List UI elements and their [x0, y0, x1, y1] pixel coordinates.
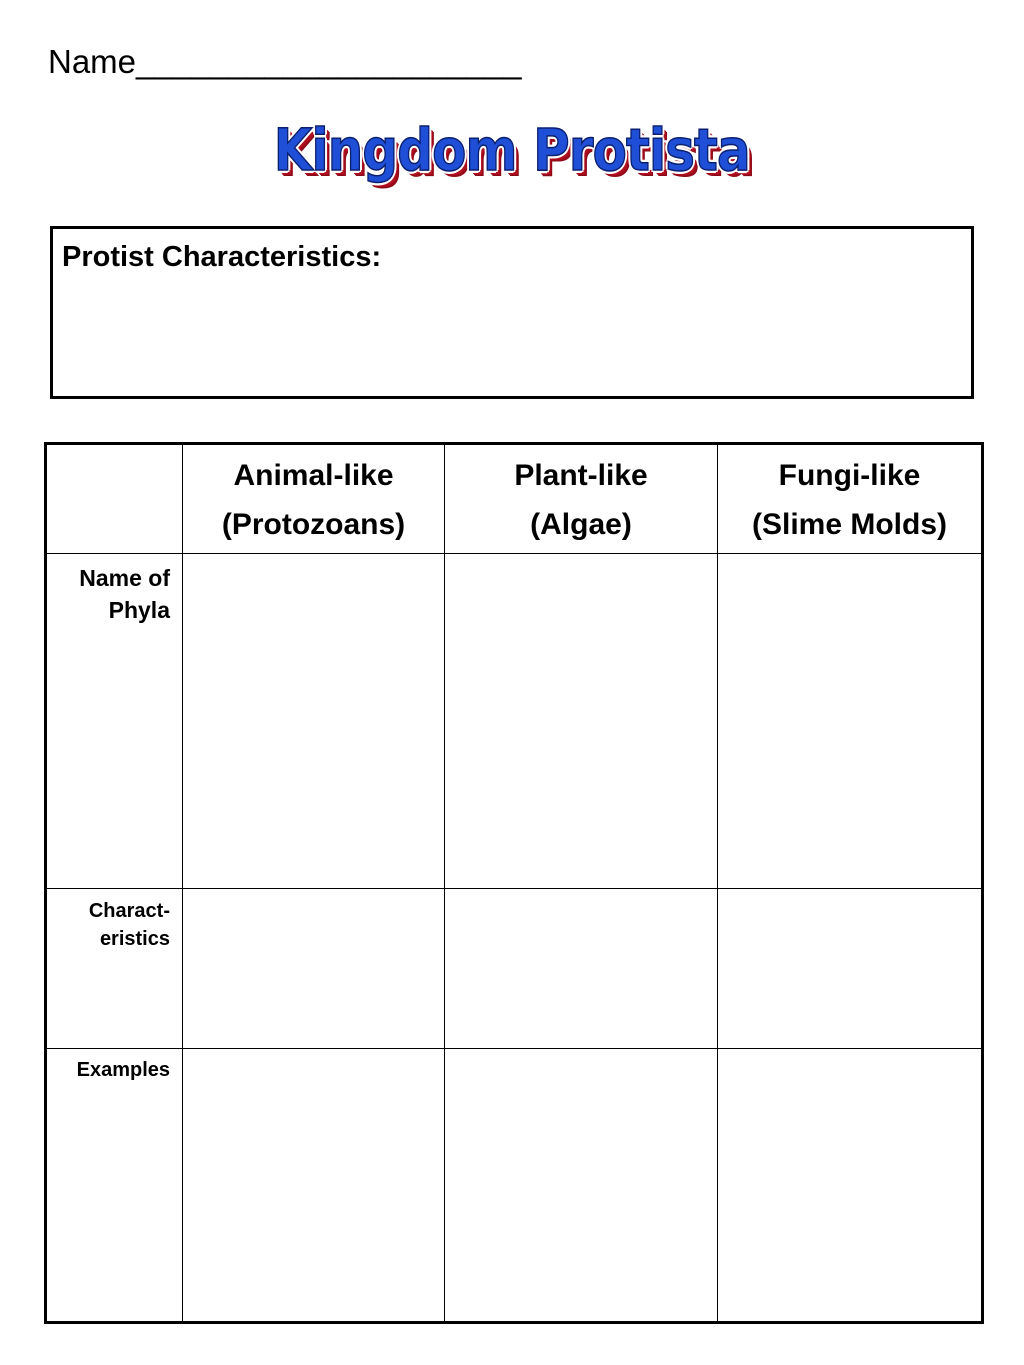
title-container [0, 112, 1024, 188]
cell-phyla-animal-like[interactable] [183, 554, 445, 889]
column-header-title: Fungi-like [778, 459, 921, 492]
cell-examples-plant-like[interactable] [445, 1049, 718, 1323]
cell-examples-animal-like[interactable] [183, 1049, 445, 1323]
table-row-characteristics [46, 889, 983, 1049]
table-row-name-of-phyla [46, 554, 983, 889]
cell-examples-fungi-like[interactable] [718, 1049, 983, 1323]
row-label-line: Name of [79, 565, 170, 591]
cell-phyla-fungi-like[interactable] [718, 554, 983, 889]
column-header-fungi-like [718, 444, 983, 554]
row-label-line: Examples [76, 1059, 170, 1081]
protist-characteristics-box[interactable] [50, 226, 974, 399]
protist-comparison-table [44, 442, 984, 1324]
name-blank-line[interactable]: _____________________ [136, 43, 522, 80]
cell-phyla-plant-like[interactable] [445, 554, 718, 889]
protist-characteristics-label: Protist Characteristics: [62, 241, 382, 273]
column-header-title: Plant-like [514, 459, 648, 492]
table-corner-cell [46, 444, 183, 554]
column-header-title: Animal-like [233, 459, 394, 492]
column-header-subtitle: (Algae) [530, 508, 632, 541]
row-label-characteristics [46, 889, 183, 1049]
cell-characteristics-plant-like[interactable] [445, 889, 718, 1049]
table-row-examples [46, 1049, 983, 1323]
column-header-subtitle: (Protozoans) [221, 508, 406, 541]
column-header-animal-like [183, 444, 445, 554]
name-label: Name [48, 43, 137, 80]
column-header-subtitle: (Slime Molds) [751, 508, 947, 541]
cell-characteristics-fungi-like[interactable] [718, 889, 983, 1049]
row-label-line: Charact- [88, 900, 170, 922]
row-label-name-of-phyla [46, 554, 183, 889]
page-title: Kingdom Protista [273, 116, 751, 184]
cell-characteristics-animal-like[interactable] [183, 889, 445, 1049]
row-label-examples [46, 1049, 183, 1323]
name-field [48, 42, 521, 82]
table-header-row [46, 444, 983, 554]
row-label-line: Phyla [108, 597, 170, 623]
row-label-line: eristics [99, 928, 170, 950]
column-header-plant-like [445, 444, 718, 554]
